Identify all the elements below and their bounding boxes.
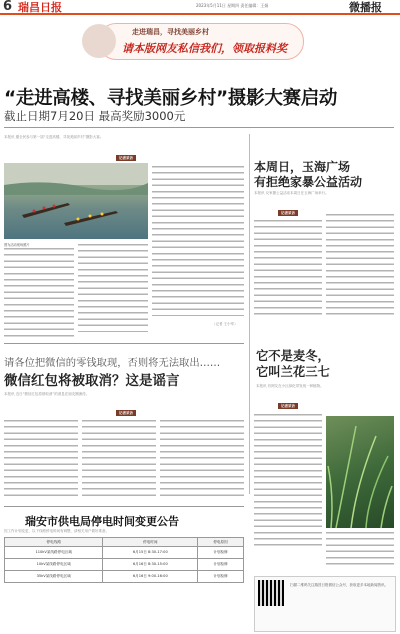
lead-headline: “走进高楼、寻找美丽乡村”摄影大赛启动 xyxy=(4,88,338,109)
plant-photo xyxy=(326,416,394,528)
outage-table xyxy=(4,537,244,583)
divider xyxy=(4,506,244,507)
author-credit: （记者 王小军） xyxy=(212,322,238,326)
story2-headline: 本周日，玉海广场 有拒绝家暴公益活动 xyxy=(254,160,363,189)
body-text-lines xyxy=(152,166,244,316)
story3-tag: 记者采访 xyxy=(116,410,136,416)
body-text-lines xyxy=(4,420,78,500)
divider xyxy=(4,343,244,344)
ad-text: 扫描二维码关注瑞昌日报微信公众号，获取更多本地新闻资讯。 xyxy=(290,583,388,587)
notice-title: 瑞安市供电局停电时间变更公告 xyxy=(25,515,179,528)
story3-byline: 本报讯 近日“微信红包将被取消”的消息在朋友圈流传。 xyxy=(4,392,90,396)
story3-kicker: 请各位把微信的零钱取现，否则将无法取出…… xyxy=(4,357,221,369)
body-text-lines xyxy=(82,420,156,500)
boat-race-illustration xyxy=(4,163,148,239)
table-header-row xyxy=(5,538,244,547)
column-header: 停电线路 xyxy=(5,538,103,547)
body-text-lines xyxy=(254,220,322,318)
story4-tag: 记者采访 xyxy=(278,403,298,409)
notice-intro: 因工作计划变更，以下线路停电时间有调整，请相关用户做好准备。 xyxy=(4,529,109,533)
body-text-lines xyxy=(326,214,394,318)
story4-byline: 本报讯 有网友在小区绿化带发现一种植物。 xyxy=(256,384,324,388)
lead-byline: 本报讯 邀全民参与第一届“走进高楼、寻找美丽乡村”摄影大赛。 xyxy=(4,135,104,139)
lead-subhead: 截止日期7月20日 最高奖励3000元 xyxy=(4,109,186,123)
qr-code-icon[interactable] xyxy=(258,580,284,606)
grass-leaves-illustration xyxy=(326,416,394,528)
issue-meta: 2023年5月11日 星期四 责任编辑：王娟 xyxy=(196,3,269,8)
body-text-lines xyxy=(326,532,394,566)
story4-headline: 它不是麦冬， 它叫兰花三七 xyxy=(256,349,330,379)
table-row: 10kV某线路停电区域 6月16日 8:30-15:00 计划检修 xyxy=(5,559,244,571)
divider xyxy=(4,127,394,128)
table-row: 110kV某线路停电区域 6月15日 8:30-17:00 计划检修 xyxy=(5,547,244,559)
column-divider xyxy=(249,134,250,494)
banner-top-line: 走进瑞昌，寻找美丽乡村 xyxy=(132,28,209,36)
story3-headline: 微信红包将被取消？这是谣言 xyxy=(4,373,180,389)
column-header: 停电原因 xyxy=(198,538,244,547)
body-text-lines xyxy=(4,248,74,337)
body-text-lines xyxy=(160,420,244,500)
photo-caption: 图为活动现场照片 xyxy=(4,243,30,247)
body-text-lines xyxy=(78,244,148,332)
story2-byline: 本报讯 反家暴公益活动本周日在玉海广场举行。 xyxy=(254,191,329,195)
lead-photo xyxy=(4,163,148,239)
banner-main-line: 请本版网友私信我们，领取报料奖 xyxy=(122,42,287,55)
paper-name: 瑞昌日报 xyxy=(18,1,62,14)
body-text-lines xyxy=(254,414,322,546)
page-number: 6 xyxy=(3,0,13,14)
banner-emblem-icon xyxy=(82,24,116,58)
table-row: 35kV某线路停电区域 6月16日 9:00-16:00 计划检修 xyxy=(5,571,244,583)
story2-tag: 记者采访 xyxy=(278,210,298,216)
lead-tag: 记者采访 xyxy=(116,155,136,161)
section-title: 微播报 xyxy=(349,1,382,14)
lead-caption-column xyxy=(4,242,74,337)
column-header: 停电时间 xyxy=(103,538,198,547)
